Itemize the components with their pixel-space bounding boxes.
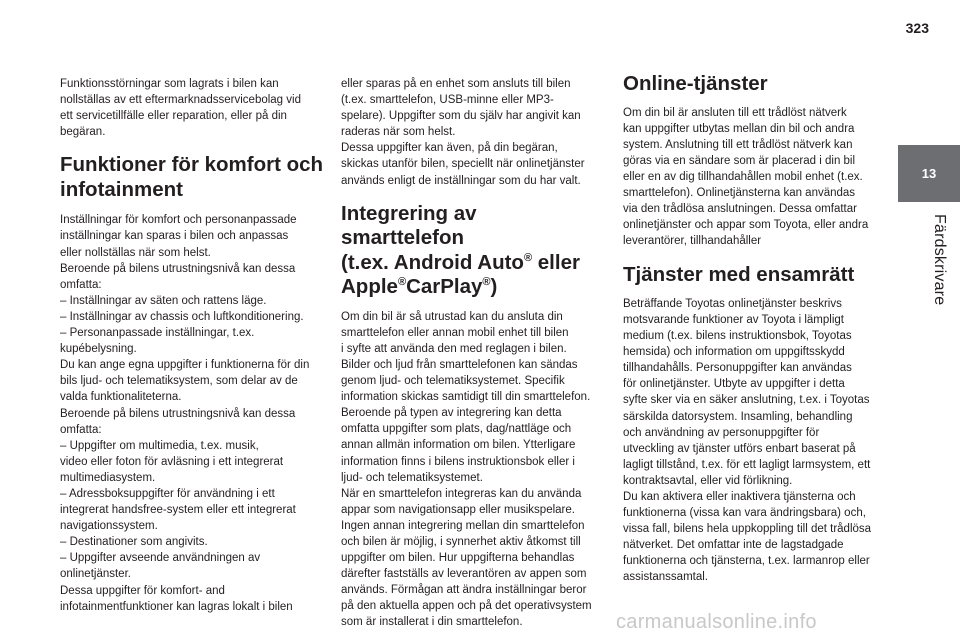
paragraph-online-services: Om din bil är ansluten till ett trådlöst nätverk kan uppgifter utbytas mellan din bil och andra system. Anslutning till ett trådlöst nätverk kan göras via en sändare som är placerad i din bil eller en av dig tillhandahållen mobil enhet (t.ex. smarttelefon). Onlinetjänsterna kan användas via den trådlösa anslutningen. Dessa omfattar onlinetjänster och appar som Toyota, eller andra leverantörer, tillhandahåller [623, 106, 869, 248]
paragraph-comfort-infotainment: Inställningar för komfort och personanpassade inställningar kan sparas i bilen och anpassas eller nollställas när som helst. Beroende på bilens utrustningsnivå kan dessa omfatta: – Inställningar av säten och rattens läge. – Inställningar av chassis och luftkonditionering. – Personanpassade inställningar, t.ex. kupébelysning. Du kan ange egna uppgifter i funktionerna för din bils ljud- och telematiksystem, som delar av de valda funktionaliteterna. Beroende på bilens utrustningsnivå kan dessa omfatta: – Uppgifter om multimedia, t.ex. musik, video eller foton för avläsning i ett integrerat multimediasystem. – Adressboksuppgifter för användning i ett integrerat handsfree-system eller ett integrerat navigationssystem. – Destinationer som angivits. – Uppgifter avseende användningen av onlinetjänster. Dessa uppgifter för komfort- and infotainmentfunktioner kan lagras lokalt i bilen [60, 214, 310, 613]
heading-line-3c: ) [490, 275, 498, 299]
heading-line-3a: Apple [341, 275, 398, 299]
paragraph-exclusive-services: Beträffande Toyotas onlinetjänster beskrivs motsvarande funktioner av Toyota i lämpligt medium (t.ex. bilens instruktionsbok, Toyotas hemsida) och information om uppgiftsskydd tillhandahålls. Personuppgifter kan användas för onlinetjänster. Utbyte av uppgifter i detta syfte sker via en säker anslutning, t.ex. i Toyotas särskilda datorsystem. Insamling, behandling och användning av personuppgifter för utveckling av tjänster utförs enbart baserat på lagligt tillstånd, t.ex. för ett lagligt larmsystem, ett kontraktsavtal, eller vid förlikning. Du kan aktivera eller inaktivera tjänsterna och funktionerna (vissa kan vara ändringsbara) och, vissa fall, bilens hela uppkoppling till det trådlösa nätverket. Det omfattar inte de lagstadgade funktionerna och tjänsterna, t.ex. larmanrop eller assistanssamtal. [623, 297, 872, 584]
heading-line-3b: CarPlay [406, 275, 483, 299]
paragraph-intro-middle: eller sparas på en enhet som ansluts till bilen (t.ex. smarttelefon, USB-minne eller MP3- spelare). Uppgifter som du själv har angivit kan raderas när som helst. Dessa uppgifter kan även, på din begäran, skickas utanför bilen, speciellt när onlinetjänster används enligt de inställningar som du har valt. [341, 78, 585, 187]
column-left [60, 76, 324, 615]
page-number: 323 [905, 20, 929, 36]
chapter-tab[interactable] [898, 145, 960, 202]
paragraph-smartphone-integration: Om din bil är så utrustad kan du ansluta din smarttelefon eller annan mobil enhet till bilen i syfte att använda den med reglagen i bilen. Bilder och ljud från smarttelefonen kan sändas genom ljud- och telematiksystemet. Specifik information skickas samtidigt till din smarttelefon. Beroende på typen av integrering kan detta omfatta uppgifter som plats, dag/nattläge och annan allmän information om bilen. Ytterligare information finns i bilens instruktionsbok eller i ljud- och telematiksystemet. När en smarttelefon integreras kan du använda appar som navigationsapp eller musikspelare. Ingen annan integrering mellan din smarttelefon och bilen är möjlig, i synnerhet aktiv åtkomst till uppgifter om bilen. Hur uppgifterna behandlas därefter fastställs av leverantören av appen som används. Förmågan att ändra inställningar beror på den aktuella appen och på det operativsystem som är installerat i din smarttelefon. [341, 310, 592, 629]
registered-mark: ® [523, 251, 533, 264]
chapter-title: Färdskrivare [931, 214, 948, 306]
heading-line-2b: eller [532, 250, 580, 274]
registered-mark: ® [482, 276, 491, 289]
heading-smartphone-integration [341, 202, 605, 300]
paragraph-intro-left: Funktionsstörningar som lagrats i bilen kan nollställas av ett eftermarknadsservicebolag vid ett servicetillfälle eller reparation, eller på din begäran. [60, 78, 301, 139]
heading-exclusive-services: Tjänster med ensamrätt [623, 263, 855, 287]
heading-online-services: Online-tjänster [623, 72, 768, 95]
column-right [623, 72, 885, 586]
chapter-number: 13 [921, 166, 937, 181]
heading-line-1: Integrering av smarttelefon [341, 201, 477, 250]
heading-comfort-infotainment: Funktioner för komfort och infotainment [60, 153, 324, 201]
column-middle [341, 76, 605, 631]
registered-mark: ® [397, 276, 407, 289]
footer-watermark: carmanualsonline.info [616, 611, 817, 633]
heading-line-2a: (t.ex. Android Auto [341, 250, 524, 274]
